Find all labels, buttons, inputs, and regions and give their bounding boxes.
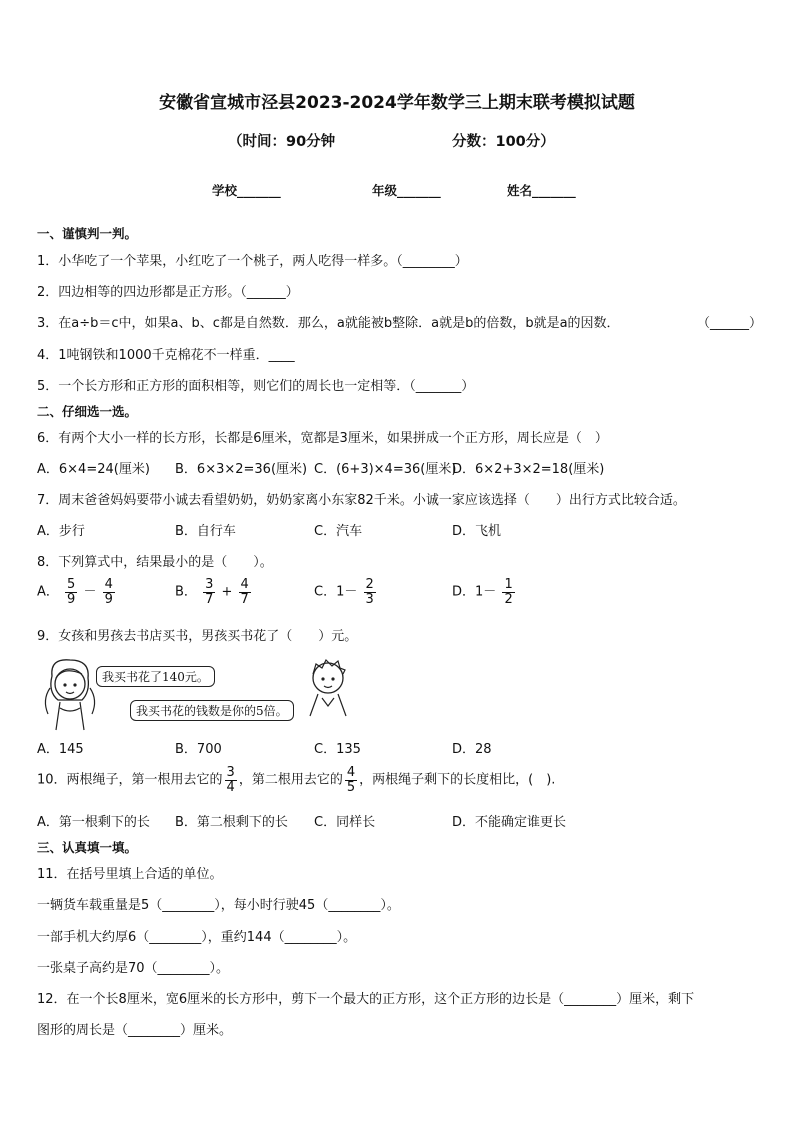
question-8: 8．下列算式中，结果最小的是（ ）。	[37, 555, 273, 570]
exam-time: （时间：90分钟	[228, 134, 336, 150]
boy-illustration	[300, 656, 356, 718]
q7-option-c: C．汽车	[314, 524, 363, 539]
operator: －	[83, 584, 97, 600]
section-fill: 三、认真填一填。	[37, 840, 138, 855]
fraction: $\frac{2}{3}$	[365, 577, 374, 607]
question-4: 4．1吨钢铁和1000千克棉花不一样重．____	[37, 348, 295, 363]
girl-speech-bubble: 我买书花了140元。	[96, 666, 215, 687]
q10-option-b: B．第二根剩下的长	[175, 815, 288, 830]
question-12: 12．在一个长8厘米，宽6厘米的长方形中，剪下一个最大的正方形，这个正方形的边长是（________）厘米，剩下	[37, 992, 695, 1007]
fraction: $\frac{1}{2}$	[504, 577, 513, 607]
question-11-line-3: 一张桌子高约是70（________）。	[37, 961, 230, 976]
section-judge: 一、谨慎判一判。	[37, 226, 138, 241]
fraction: $\frac{5}{9}$	[67, 577, 76, 607]
question-3-blank: （______）	[697, 316, 763, 331]
question-11-line-2: 一部手机大约厚6（________），重约144（________）。	[37, 930, 357, 945]
q8-option-d	[452, 578, 517, 606]
question-10: 10．两根绳子，第一根用去它的 $\frac{3}{4}$ ，第二根用去它的 $\frac{4}{5}$ ，两根绳子剩下的长度相比，( ).	[37, 765, 556, 795]
exam-score: 分数：100分）	[452, 134, 555, 150]
q7-option-d: D．飞机	[452, 524, 502, 539]
q6-option-d: D．6×2+3×2=18(厘米)	[452, 462, 605, 477]
fraction: $\frac{3}{4}$	[226, 765, 235, 795]
fraction: $\frac{4}{9}$	[104, 577, 113, 607]
girl-illustration	[40, 656, 100, 732]
q6-option-a: A．6×4=24(厘米)	[37, 462, 150, 477]
fraction: $\frac{4}{5}$	[346, 765, 356, 795]
q7-option-b: B．自行车	[175, 524, 236, 539]
question-2: 2．四边相等的四边形都是正方形。（______）	[37, 285, 299, 300]
page-title: 安徽省宣城市泾县2023-2024学年数学三上期末联考模拟试题	[159, 93, 635, 113]
name-field[interactable]: 姓名_______	[507, 183, 576, 198]
q6-option-c: C．(6+3)×4=36(厘米)	[314, 462, 457, 477]
question-3: 3．在a÷b＝c中，如果a、b、c都是自然数．那么，a就能被b整除．a就是b的倍数，b就是a的因数．	[37, 316, 620, 331]
q9-option-d: D．28	[452, 742, 492, 757]
q8-a-prefix: A．	[37, 584, 59, 600]
q10-option-d: D．不能确定谁更长	[452, 815, 567, 830]
question-12-line-2: 图形的周长是（________）厘米。	[37, 1023, 233, 1038]
operator: +	[221, 584, 233, 600]
q10-option-a: A．第一根剩下的长	[37, 815, 150, 830]
q9-option-c: C．135	[314, 742, 361, 757]
q6-option-b: B．6×3×2=36(厘米)	[175, 462, 308, 477]
section-choose: 二、仔细选一选。	[37, 404, 138, 419]
boy-speech-bubble: 我买书花的钱数是你的5倍。	[130, 700, 294, 721]
question-5: 5．一个长方形和正方形的面积相等，则它们的周长也一定相等．（_______）	[37, 379, 475, 394]
question-11: 11．在括号里填上合适的单位。	[37, 867, 223, 882]
fraction: $\frac{3}{7}$	[205, 577, 214, 607]
q9-option-b: B．700	[175, 742, 222, 757]
question-7: 7．周末爸爸妈妈要带小诚去看望奶奶，奶奶家离小东家82千米。小诚一家应该选择（ ）出行方式比较合适。	[37, 493, 686, 508]
question-1: 1．小华吃了一个苹果，小红吃了一个桃子，两人吃得一样多。（________）	[37, 254, 468, 269]
school-field[interactable]: 学校_______	[212, 183, 281, 198]
q9-option-a: A．145	[37, 742, 84, 757]
q10-option-c: C．同样长	[314, 815, 376, 830]
q8-option-a	[37, 578, 117, 606]
q8-d-prefix: D．1－	[452, 584, 497, 600]
q8-option-c	[314, 578, 378, 606]
fraction: $\frac{4}{7}$	[240, 577, 249, 607]
question-9: 9．女孩和男孩去书店买书，男孩买书花了（ ）元。	[37, 629, 358, 644]
q8-b-prefix: B．	[175, 584, 197, 600]
question-6: 6．有两个大小一样的长方形，长都是6厘米，宽都是3厘米，如果拼成一个正方形，周长应是（ ）	[37, 431, 608, 446]
q7-option-a: A．步行	[37, 524, 85, 539]
q8-option-b	[175, 578, 253, 606]
grade-field[interactable]: 年级_______	[372, 183, 441, 198]
q8-c-prefix: C．1－	[314, 584, 358, 600]
question-11-line-1: 一辆货车载重量是5（________），每小时行驶45（________）。	[37, 898, 400, 913]
